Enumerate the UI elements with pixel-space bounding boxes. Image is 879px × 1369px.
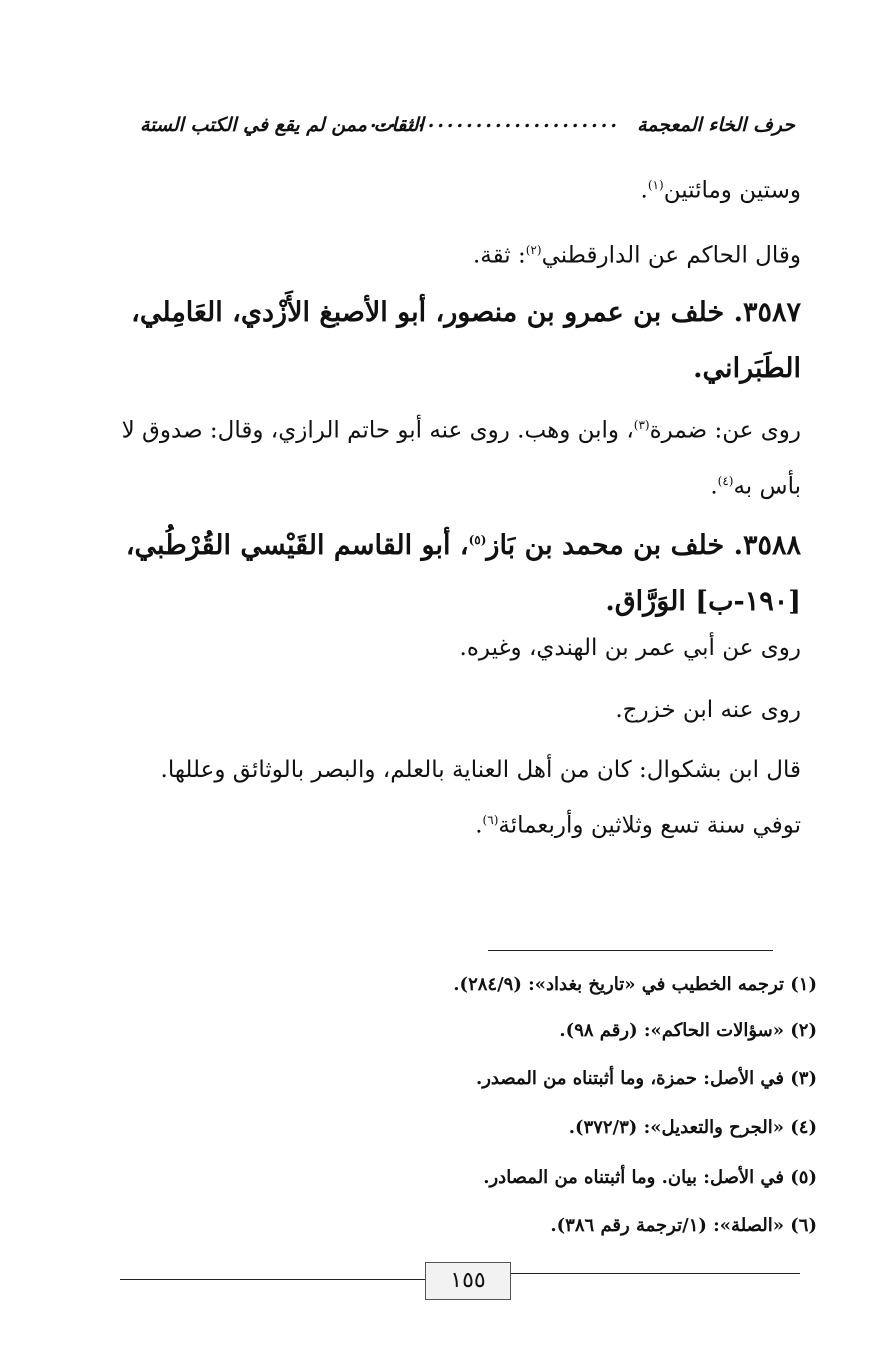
footnote-ref[interactable]: (٢): [525, 243, 542, 257]
running-header: [140, 108, 795, 148]
footnote-ref[interactable]: (٦): [482, 813, 499, 827]
paragraph-ibn-bashkuwal: [121, 745, 801, 851]
entry-3588-heading: [121, 512, 801, 630]
paragraph-text: روى عن: ضمرة: [649, 417, 801, 444]
paragraph-text: .: [475, 812, 483, 839]
paragraph-entry-3587: [121, 400, 801, 511]
paragraph-rawa-an: روى عن أبي عمر بن الهندي، وغيره.: [459, 635, 801, 661]
footnote-ref[interactable]: (٣): [633, 418, 650, 432]
footnote-ref[interactable]: (٥): [468, 533, 487, 547]
header-book-title: الثقات ممن لم يقع في الكتب الستة: [140, 114, 424, 136]
footnote-6: (٦) «الصلة»: (١/ترجمة رقم ٣٨٦).: [550, 1215, 817, 1236]
header-dot-leader: ..........................: [370, 110, 620, 132]
paragraph-text: قال ابن بشكوال: كان من أهل العناية بالعلم، والبصر بالوثائق وعللها. توفي سنة تسع وثلاثين وأربعمائة: [160, 757, 801, 839]
paragraph-text: وقال الحاكم عن الدارقطني: [541, 242, 801, 269]
paragraph-text: ، وابن وهب. روى عنه أبو حاتم الرازي، وقال: صدوق لا بأس به: [121, 417, 801, 500]
header-section-title: حرف الخاء المعجمة: [637, 114, 795, 136]
entry-text: ، أبو القاسم القَيْسي القُرْطُبي، [١٩٠-ب] الوَرَّاق.: [125, 530, 801, 617]
entry-3587-heading: ٣٥٨٧. خلف بن عمرو بن منصور، أبو الأصبغ الأَزْدي، العَامِلي، الطَبَراني.: [131, 297, 801, 384]
paragraph-hakim: [121, 225, 801, 281]
paragraph-continuation: وستين ومائتين$^{(١)}$.: [640, 177, 801, 204]
footnote-ref[interactable]: (١): [647, 178, 664, 192]
footnote-2: (٢) «سؤالات الحاكم»: (رقم ٩٨).: [559, 1020, 817, 1041]
footnote-4: (٤) «الجرح والتعديل»: (٣٧٢/٣).: [568, 1117, 817, 1138]
page-number: ١٥٥: [425, 1262, 511, 1300]
footnote-ref[interactable]: (٤): [717, 473, 734, 488]
footer-rule-left: [120, 1279, 425, 1280]
footnote-separator: [488, 950, 773, 951]
footer-rule-right: [510, 1273, 800, 1274]
footnote-3: (٣) في الأصل: حمزة، وما أثبتناه من المصدر.: [475, 1068, 817, 1089]
paragraph-rawa-anhu: روى عنه ابن خزرج.: [615, 697, 801, 723]
paragraph-text: وستين ومائتين: [663, 177, 801, 204]
paragraph-text: .: [710, 473, 718, 500]
footnote-1: (١) ترجمه الخطيب في «تاريخ بغداد»: (٢٨٤/٩).: [453, 974, 817, 995]
entry-text: ٣٥٨٨. خلف بن محمد بن بَاز: [486, 530, 801, 561]
footnote-5: (٥) في الأصل: بيان. وما أثبتناه من المصادر.: [483, 1167, 817, 1188]
paragraph-text: : ثقة.: [472, 242, 526, 269]
